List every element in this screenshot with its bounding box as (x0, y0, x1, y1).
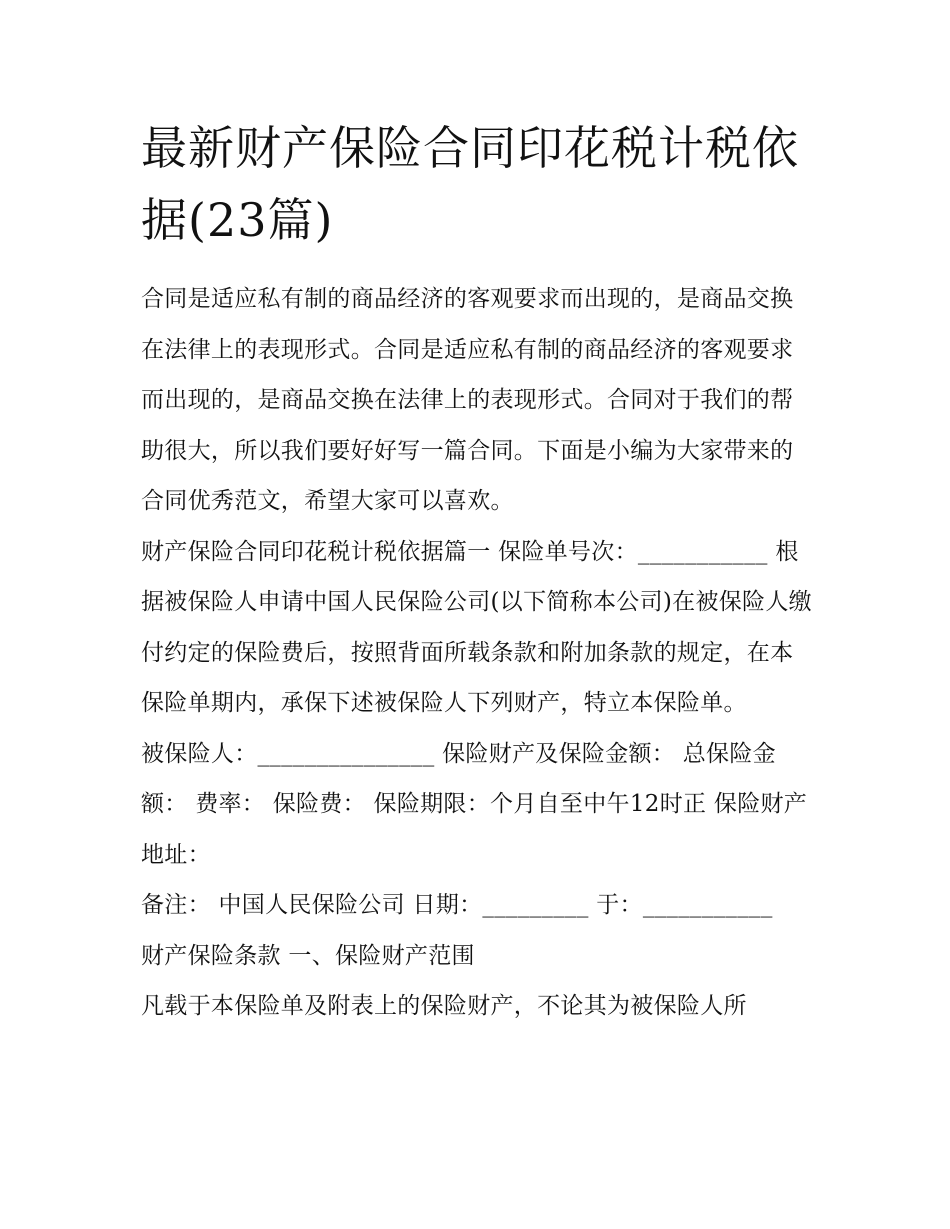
document-body (141, 274, 813, 1032)
paragraph-clause-heading: 财产保险条款 一、保险财产范围 (141, 942, 475, 969)
document-title: 最新财产保险合同印花税计税依据(23篇) (141, 121, 799, 247)
paragraph-insured-info: 被保险人：_______________ 保险财产及保险金额： 总保险金额： 费率： 保险费： 保险期限：个月自至中午12时正 保险财产地址： (141, 740, 808, 868)
paragraph-clause-text: 凡载于本保险单及附表上的保险财产，不论其为被保险人所 (141, 993, 747, 1019)
paragraph-intro: 合同是适应私有制的商品经济的客观要求而出现的，是商品交换在法律上的表现形式。合同是适应私有制的商品经济的客观要求而出现的，是商品交换在法律上的表现形式。合同对于我们的帮助很大，所以我们要好好写一篇合同。下面是小编为大家带来的合同优秀范文，希望大家可以喜欢。 (141, 286, 794, 514)
paragraph-policy-header: 财产保险合同印花税计税依据篇一 保险单号次：___________ 根据被保险人申请中国人民保险公司(以下简称本公司)在被保险人缴付约定的保险费后，按照背面所载条款和附加条款的规定，在本保险单期内，承保下述被保险人下列财产，特立本保险单。 (141, 538, 812, 716)
paragraph-remarks: 备注： 中国人民保险公司 日期：_________ 于：___________ (141, 892, 773, 918)
document-page (141, 112, 813, 1032)
